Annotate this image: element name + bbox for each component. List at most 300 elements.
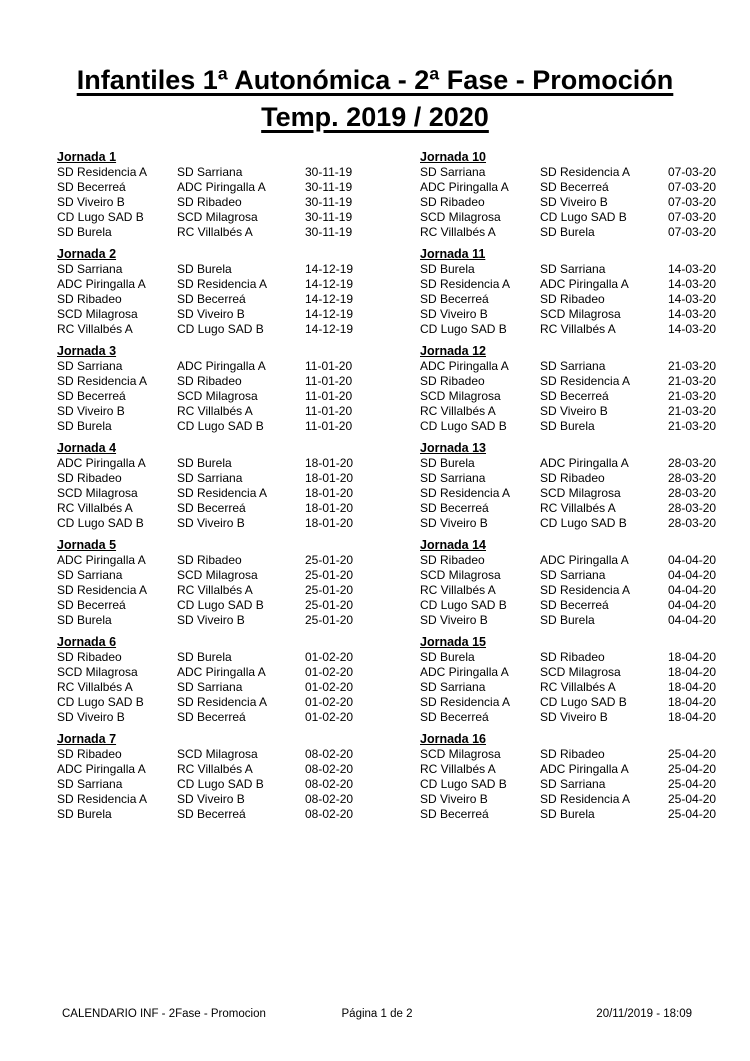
jornada-block	[57, 344, 353, 434]
home-team: SD Ribadeo	[420, 553, 485, 567]
away-team: SD Burela	[177, 456, 232, 470]
match-date: 01-02-20	[305, 650, 353, 664]
home-team: SD Sarriana	[57, 568, 123, 582]
match-date: 21-03-20	[668, 359, 716, 373]
away-team: SD Becerreá	[177, 710, 246, 724]
match-row	[57, 807, 353, 822]
match-date: 25-04-20	[668, 762, 716, 776]
jornada-block	[420, 635, 716, 725]
match-row	[420, 710, 716, 725]
match-date: 07-03-20	[668, 165, 716, 179]
away-team: SCD Milagrosa	[540, 486, 621, 500]
home-team: SD Viveiro B	[57, 404, 125, 418]
away-team: SD Viveiro B	[177, 516, 245, 530]
match-date: 18-01-20	[305, 456, 353, 470]
match-row	[57, 583, 353, 598]
column-right	[420, 150, 716, 829]
jornada-block	[420, 441, 716, 531]
home-team: SCD Milagrosa	[420, 210, 501, 224]
away-team: SD Becerreá	[177, 501, 246, 515]
matches-table	[57, 456, 353, 531]
match-date: 07-03-20	[668, 180, 716, 194]
jornada-block	[57, 247, 353, 337]
home-team: SD Ribadeo	[420, 195, 485, 209]
footer-page-number: Página 1 de 2	[341, 1008, 413, 1020]
match-date: 30-11-19	[305, 210, 353, 224]
match-row	[57, 165, 353, 180]
home-team: ADC Piringalla A	[420, 359, 509, 373]
jornada-title: Jornada 14	[420, 538, 487, 552]
match-row	[57, 262, 353, 277]
match-date: 14-03-20	[668, 262, 716, 276]
home-team: ADC Piringalla A	[57, 762, 146, 776]
match-date: 18-04-20	[668, 710, 716, 724]
match-row	[420, 419, 716, 434]
away-team: SD Viveiro B	[540, 404, 608, 418]
match-row	[420, 680, 716, 695]
match-row	[57, 292, 353, 307]
match-row	[420, 210, 716, 225]
home-team: ADC Piringalla A	[420, 180, 509, 194]
jornada-title: Jornada 11	[420, 247, 486, 261]
jornada-block	[57, 538, 353, 628]
away-team: SCD Milagrosa	[540, 307, 621, 321]
away-team: SD Ribadeo	[540, 747, 605, 761]
jornada-title: Jornada 7	[57, 732, 117, 746]
jornada-title: Jornada 12	[420, 344, 487, 358]
home-team: SD Burela	[420, 262, 475, 276]
match-row	[420, 501, 716, 516]
jornada-block	[57, 635, 353, 725]
away-team: CD Lugo SAD B	[177, 598, 264, 612]
home-team: RC Villalbés A	[420, 583, 496, 597]
home-team: SD Becerreá	[420, 292, 489, 306]
away-team: SD Burela	[177, 650, 232, 664]
away-team: SD Viveiro B	[177, 307, 245, 321]
away-team: ADC Piringalla A	[540, 456, 629, 470]
match-row	[420, 777, 716, 792]
match-date: 25-01-20	[305, 553, 353, 567]
match-date: 21-03-20	[668, 389, 716, 403]
away-team: SD Residencia A	[177, 277, 268, 291]
home-team: SD Sarriana	[57, 262, 123, 276]
match-row	[57, 680, 353, 695]
match-date: 04-04-20	[668, 598, 716, 612]
matches-table	[420, 747, 716, 822]
home-team: SD Sarriana	[420, 165, 486, 179]
match-row	[420, 747, 716, 762]
jornada-title: Jornada 1	[57, 150, 117, 164]
away-team: RC Villalbés A	[177, 225, 253, 239]
jornada-block	[420, 732, 716, 822]
away-team: ADC Piringalla A	[540, 277, 629, 291]
match-row	[420, 471, 716, 486]
home-team: ADC Piringalla A	[420, 665, 509, 679]
footer-timestamp: 20/11/2019 - 18:09	[596, 1008, 692, 1020]
away-team: SD Burela	[177, 262, 232, 276]
jornada-block	[57, 441, 353, 531]
away-team: SCD Milagrosa	[177, 747, 258, 761]
match-row	[420, 292, 716, 307]
page-title	[30, 62, 720, 136]
match-row	[57, 486, 353, 501]
away-team: ADC Piringalla A	[177, 180, 266, 194]
match-row	[57, 501, 353, 516]
away-team: SCD Milagrosa	[177, 568, 258, 582]
match-date: 28-03-20	[668, 471, 716, 485]
away-team: SD Sarriana	[540, 777, 606, 791]
matches-table	[57, 553, 353, 628]
away-team: RC Villalbés A	[540, 680, 616, 694]
match-date: 28-03-20	[668, 486, 716, 500]
home-team: SD Sarriana	[57, 777, 123, 791]
match-date: 18-01-20	[305, 501, 353, 515]
match-date: 18-01-20	[305, 516, 353, 530]
match-date: 18-04-20	[668, 665, 716, 679]
match-row	[57, 404, 353, 419]
match-row	[57, 419, 353, 434]
away-team: ADC Piringalla A	[540, 762, 629, 776]
away-team: RC Villalbés A	[177, 583, 253, 597]
away-team: SD Residencia A	[540, 583, 631, 597]
match-date: 08-02-20	[305, 777, 353, 791]
home-team: SD Residencia A	[420, 695, 511, 709]
jornada-title: Jornada 13	[420, 441, 487, 455]
match-row	[420, 165, 716, 180]
match-row	[420, 665, 716, 680]
home-team: SD Sarriana	[420, 680, 486, 694]
match-date: 30-11-19	[305, 165, 353, 179]
match-row	[57, 516, 353, 531]
jornada-block	[420, 344, 716, 434]
page-title-line-1	[30, 62, 720, 99]
home-team: RC Villalbés A	[57, 501, 133, 515]
match-row	[57, 471, 353, 486]
match-date: 14-03-20	[668, 277, 716, 291]
away-team: CD Lugo SAD B	[177, 777, 264, 791]
away-team: SD Sarriana	[177, 471, 243, 485]
match-row	[57, 180, 353, 195]
away-team: SD Ribadeo	[177, 374, 242, 388]
match-date: 25-04-20	[668, 792, 716, 806]
match-date: 08-02-20	[305, 807, 353, 821]
match-date: 04-04-20	[668, 613, 716, 627]
match-row	[420, 307, 716, 322]
home-team: SD Ribadeo	[57, 471, 122, 485]
column-left	[57, 150, 353, 829]
home-team: SCD Milagrosa	[57, 486, 138, 500]
away-team: SD Becerreá	[540, 598, 609, 612]
match-row	[420, 568, 716, 583]
matches-table	[57, 747, 353, 822]
home-team: SD Becerreá	[57, 598, 126, 612]
match-date: 14-12-19	[305, 322, 353, 336]
match-date: 14-03-20	[668, 292, 716, 306]
home-team: SCD Milagrosa	[57, 307, 138, 321]
jornada-title: Jornada 4	[57, 441, 117, 455]
match-date: 07-03-20	[668, 210, 716, 224]
jornada-title: Jornada 6	[57, 635, 117, 649]
home-team: SD Viveiro B	[57, 710, 125, 724]
match-row	[57, 359, 353, 374]
away-team: CD Lugo SAD B	[540, 516, 627, 530]
away-team: SD Viveiro B	[177, 792, 245, 806]
home-team: CD Lugo SAD B	[57, 210, 144, 224]
home-team: SD Viveiro B	[420, 516, 488, 530]
away-team: CD Lugo SAD B	[540, 695, 627, 709]
match-row	[57, 710, 353, 725]
home-team: SD Burela	[57, 225, 112, 239]
match-date: 04-04-20	[668, 553, 716, 567]
match-row	[420, 180, 716, 195]
away-team: SD Ribadeo	[177, 553, 242, 567]
home-team: SD Viveiro B	[420, 307, 488, 321]
away-team: SCD Milagrosa	[177, 210, 258, 224]
match-date: 04-04-20	[668, 583, 716, 597]
match-date: 07-03-20	[668, 195, 716, 209]
match-date: 18-04-20	[668, 650, 716, 664]
jornada-block	[420, 247, 716, 337]
match-row	[57, 665, 353, 680]
match-row	[420, 583, 716, 598]
match-date: 11-01-20	[305, 389, 353, 403]
home-team: SD Ribadeo	[57, 650, 122, 664]
jornada-block	[57, 732, 353, 822]
match-date: 25-04-20	[668, 777, 716, 791]
match-row	[57, 747, 353, 762]
away-team: SD Becerreá	[177, 292, 246, 306]
match-row	[420, 277, 716, 292]
match-row	[57, 322, 353, 337]
home-team: RC Villalbés A	[57, 680, 133, 694]
home-team: ADC Piringalla A	[57, 456, 146, 470]
away-team: SD Viveiro B	[540, 195, 608, 209]
jornada-title: Jornada 2	[57, 247, 117, 261]
away-team: SD Sarriana	[540, 359, 606, 373]
match-date: 11-01-20	[305, 404, 353, 418]
away-team: SD Burela	[540, 419, 595, 433]
match-date: 07-03-20	[668, 225, 716, 239]
match-row	[57, 389, 353, 404]
match-date: 11-01-20	[305, 359, 353, 373]
match-date: 28-03-20	[668, 501, 716, 515]
home-team: SD Becerreá	[420, 807, 489, 821]
matches-table	[420, 456, 716, 531]
match-date: 25-04-20	[668, 747, 716, 761]
home-team: SCD Milagrosa	[420, 747, 501, 761]
match-row	[420, 456, 716, 471]
home-team: SD Burela	[57, 613, 112, 627]
footer-document-name: CALENDARIO INF - 2Fase - Promocion	[62, 1008, 266, 1020]
home-team: ADC Piringalla A	[57, 553, 146, 567]
match-row	[57, 277, 353, 292]
match-date: 18-04-20	[668, 695, 716, 709]
match-row	[420, 225, 716, 240]
match-date: 14-12-19	[305, 262, 353, 276]
match-date: 30-11-19	[305, 225, 353, 239]
home-team: CD Lugo SAD B	[420, 419, 507, 433]
away-team: SD Becerreá	[177, 807, 246, 821]
match-date: 11-01-20	[305, 374, 353, 388]
home-team: SD Ribadeo	[420, 374, 485, 388]
page-title-line-2-text: Temp. 2019 / 2020	[261, 102, 489, 132]
match-row	[57, 792, 353, 807]
match-row	[57, 307, 353, 322]
away-team: RC Villalbés A	[540, 322, 616, 336]
away-team: SCD Milagrosa	[540, 665, 621, 679]
home-team: SD Residencia A	[57, 165, 148, 179]
match-date: 01-02-20	[305, 680, 353, 694]
home-team: SD Burela	[57, 419, 112, 433]
away-team: CD Lugo SAD B	[177, 419, 264, 433]
home-team: CD Lugo SAD B	[420, 777, 507, 791]
match-date: 08-02-20	[305, 747, 353, 761]
home-team: SD Viveiro B	[57, 195, 125, 209]
home-team: SD Becerreá	[57, 389, 126, 403]
match-date: 14-12-19	[305, 277, 353, 291]
match-date: 25-01-20	[305, 568, 353, 582]
matches-table	[420, 359, 716, 434]
page-title-line-2	[30, 99, 720, 136]
match-date: 14-12-19	[305, 292, 353, 306]
match-row	[420, 695, 716, 710]
away-team: RC Villalbés A	[177, 404, 253, 418]
jornada-title: Jornada 3	[57, 344, 117, 358]
away-team: SD Residencia A	[177, 695, 268, 709]
page-title-line-1-text: Infantiles 1ª Autonómica - 2ª Fase - Promoción	[76, 65, 674, 95]
match-date: 14-03-20	[668, 322, 716, 336]
match-row	[57, 553, 353, 568]
away-team: SD Sarriana	[540, 568, 606, 582]
away-team: SD Burela	[540, 613, 595, 627]
match-date: 01-02-20	[305, 695, 353, 709]
match-date: 04-04-20	[668, 568, 716, 582]
match-row	[57, 695, 353, 710]
match-row	[420, 553, 716, 568]
match-row	[420, 389, 716, 404]
away-team: SD Viveiro B	[540, 710, 608, 724]
matches-table	[420, 553, 716, 628]
match-date: 25-01-20	[305, 613, 353, 627]
match-row	[420, 792, 716, 807]
away-team: SD Ribadeo	[540, 471, 605, 485]
matches-table	[57, 650, 353, 725]
home-team: SCD Milagrosa	[420, 568, 501, 582]
match-row	[420, 486, 716, 501]
jornada-block	[420, 538, 716, 628]
match-row	[57, 613, 353, 628]
home-team: RC Villalbés A	[420, 404, 496, 418]
jornada-block	[57, 150, 353, 240]
match-date: 08-02-20	[305, 792, 353, 806]
away-team: SD Residencia A	[177, 486, 268, 500]
match-date: 28-03-20	[668, 516, 716, 530]
jornada-title: Jornada 15	[420, 635, 487, 649]
away-team: SD Ribadeo	[540, 650, 605, 664]
away-team: SD Ribadeo	[177, 195, 242, 209]
match-date: 18-01-20	[305, 471, 353, 485]
away-team: SD Burela	[540, 807, 595, 821]
match-date: 11-01-20	[305, 419, 353, 433]
match-row	[57, 374, 353, 389]
match-row	[420, 262, 716, 277]
match-row	[420, 322, 716, 337]
match-row	[420, 650, 716, 665]
home-team: SD Sarriana	[420, 471, 486, 485]
match-row	[57, 598, 353, 613]
home-team: RC Villalbés A	[420, 225, 496, 239]
away-team: ADC Piringalla A	[177, 665, 266, 679]
away-team: SD Becerreá	[540, 180, 609, 194]
match-row	[420, 404, 716, 419]
match-date: 18-04-20	[668, 680, 716, 694]
home-team: SD Burela	[57, 807, 112, 821]
away-team: SD Ribadeo	[540, 292, 605, 306]
match-row	[57, 195, 353, 210]
away-team: SD Sarriana	[177, 165, 243, 179]
away-team: CD Lugo SAD B	[177, 322, 264, 336]
match-date: 01-02-20	[305, 665, 353, 679]
page-footer	[62, 1007, 692, 1021]
match-row	[420, 598, 716, 613]
match-date: 21-03-20	[668, 404, 716, 418]
home-team: SD Residencia A	[420, 486, 511, 500]
match-row	[57, 777, 353, 792]
calendar-columns	[57, 150, 716, 829]
away-team: ADC Piringalla A	[540, 553, 629, 567]
match-date: 28-03-20	[668, 456, 716, 470]
away-team: SD Becerreá	[540, 389, 609, 403]
match-row	[57, 225, 353, 240]
matches-table	[57, 165, 353, 240]
matches-table	[420, 165, 716, 240]
away-team: SCD Milagrosa	[177, 389, 258, 403]
match-row	[420, 807, 716, 822]
away-team: RC Villalbés A	[540, 501, 616, 515]
match-date: 30-11-19	[305, 180, 353, 194]
matches-table	[57, 262, 353, 337]
away-team: SD Residencia A	[540, 792, 631, 806]
matches-table	[420, 262, 716, 337]
home-team: SCD Milagrosa	[420, 389, 501, 403]
match-date: 01-02-20	[305, 710, 353, 724]
match-row	[420, 762, 716, 777]
match-row	[420, 613, 716, 628]
match-row	[57, 210, 353, 225]
home-team: SD Becerreá	[420, 501, 489, 515]
away-team: ADC Piringalla A	[177, 359, 266, 373]
home-team: RC Villalbés A	[420, 762, 496, 776]
matches-table	[420, 650, 716, 725]
match-date: 14-03-20	[668, 307, 716, 321]
home-team: SD Ribadeo	[57, 292, 122, 306]
match-row	[57, 650, 353, 665]
home-team: SD Ribadeo	[57, 747, 122, 761]
match-date: 30-11-19	[305, 195, 353, 209]
home-team: ADC Piringalla A	[57, 277, 146, 291]
home-team: SD Viveiro B	[420, 792, 488, 806]
home-team: CD Lugo SAD B	[57, 516, 144, 530]
away-team: SD Residencia A	[540, 374, 631, 388]
home-team: SD Residencia A	[420, 277, 511, 291]
match-date: 25-04-20	[668, 807, 716, 821]
match-row	[420, 516, 716, 531]
match-date: 08-02-20	[305, 762, 353, 776]
match-row	[57, 762, 353, 777]
home-team: SCD Milagrosa	[57, 665, 138, 679]
away-team: SD Residencia A	[540, 165, 631, 179]
match-row	[420, 374, 716, 389]
